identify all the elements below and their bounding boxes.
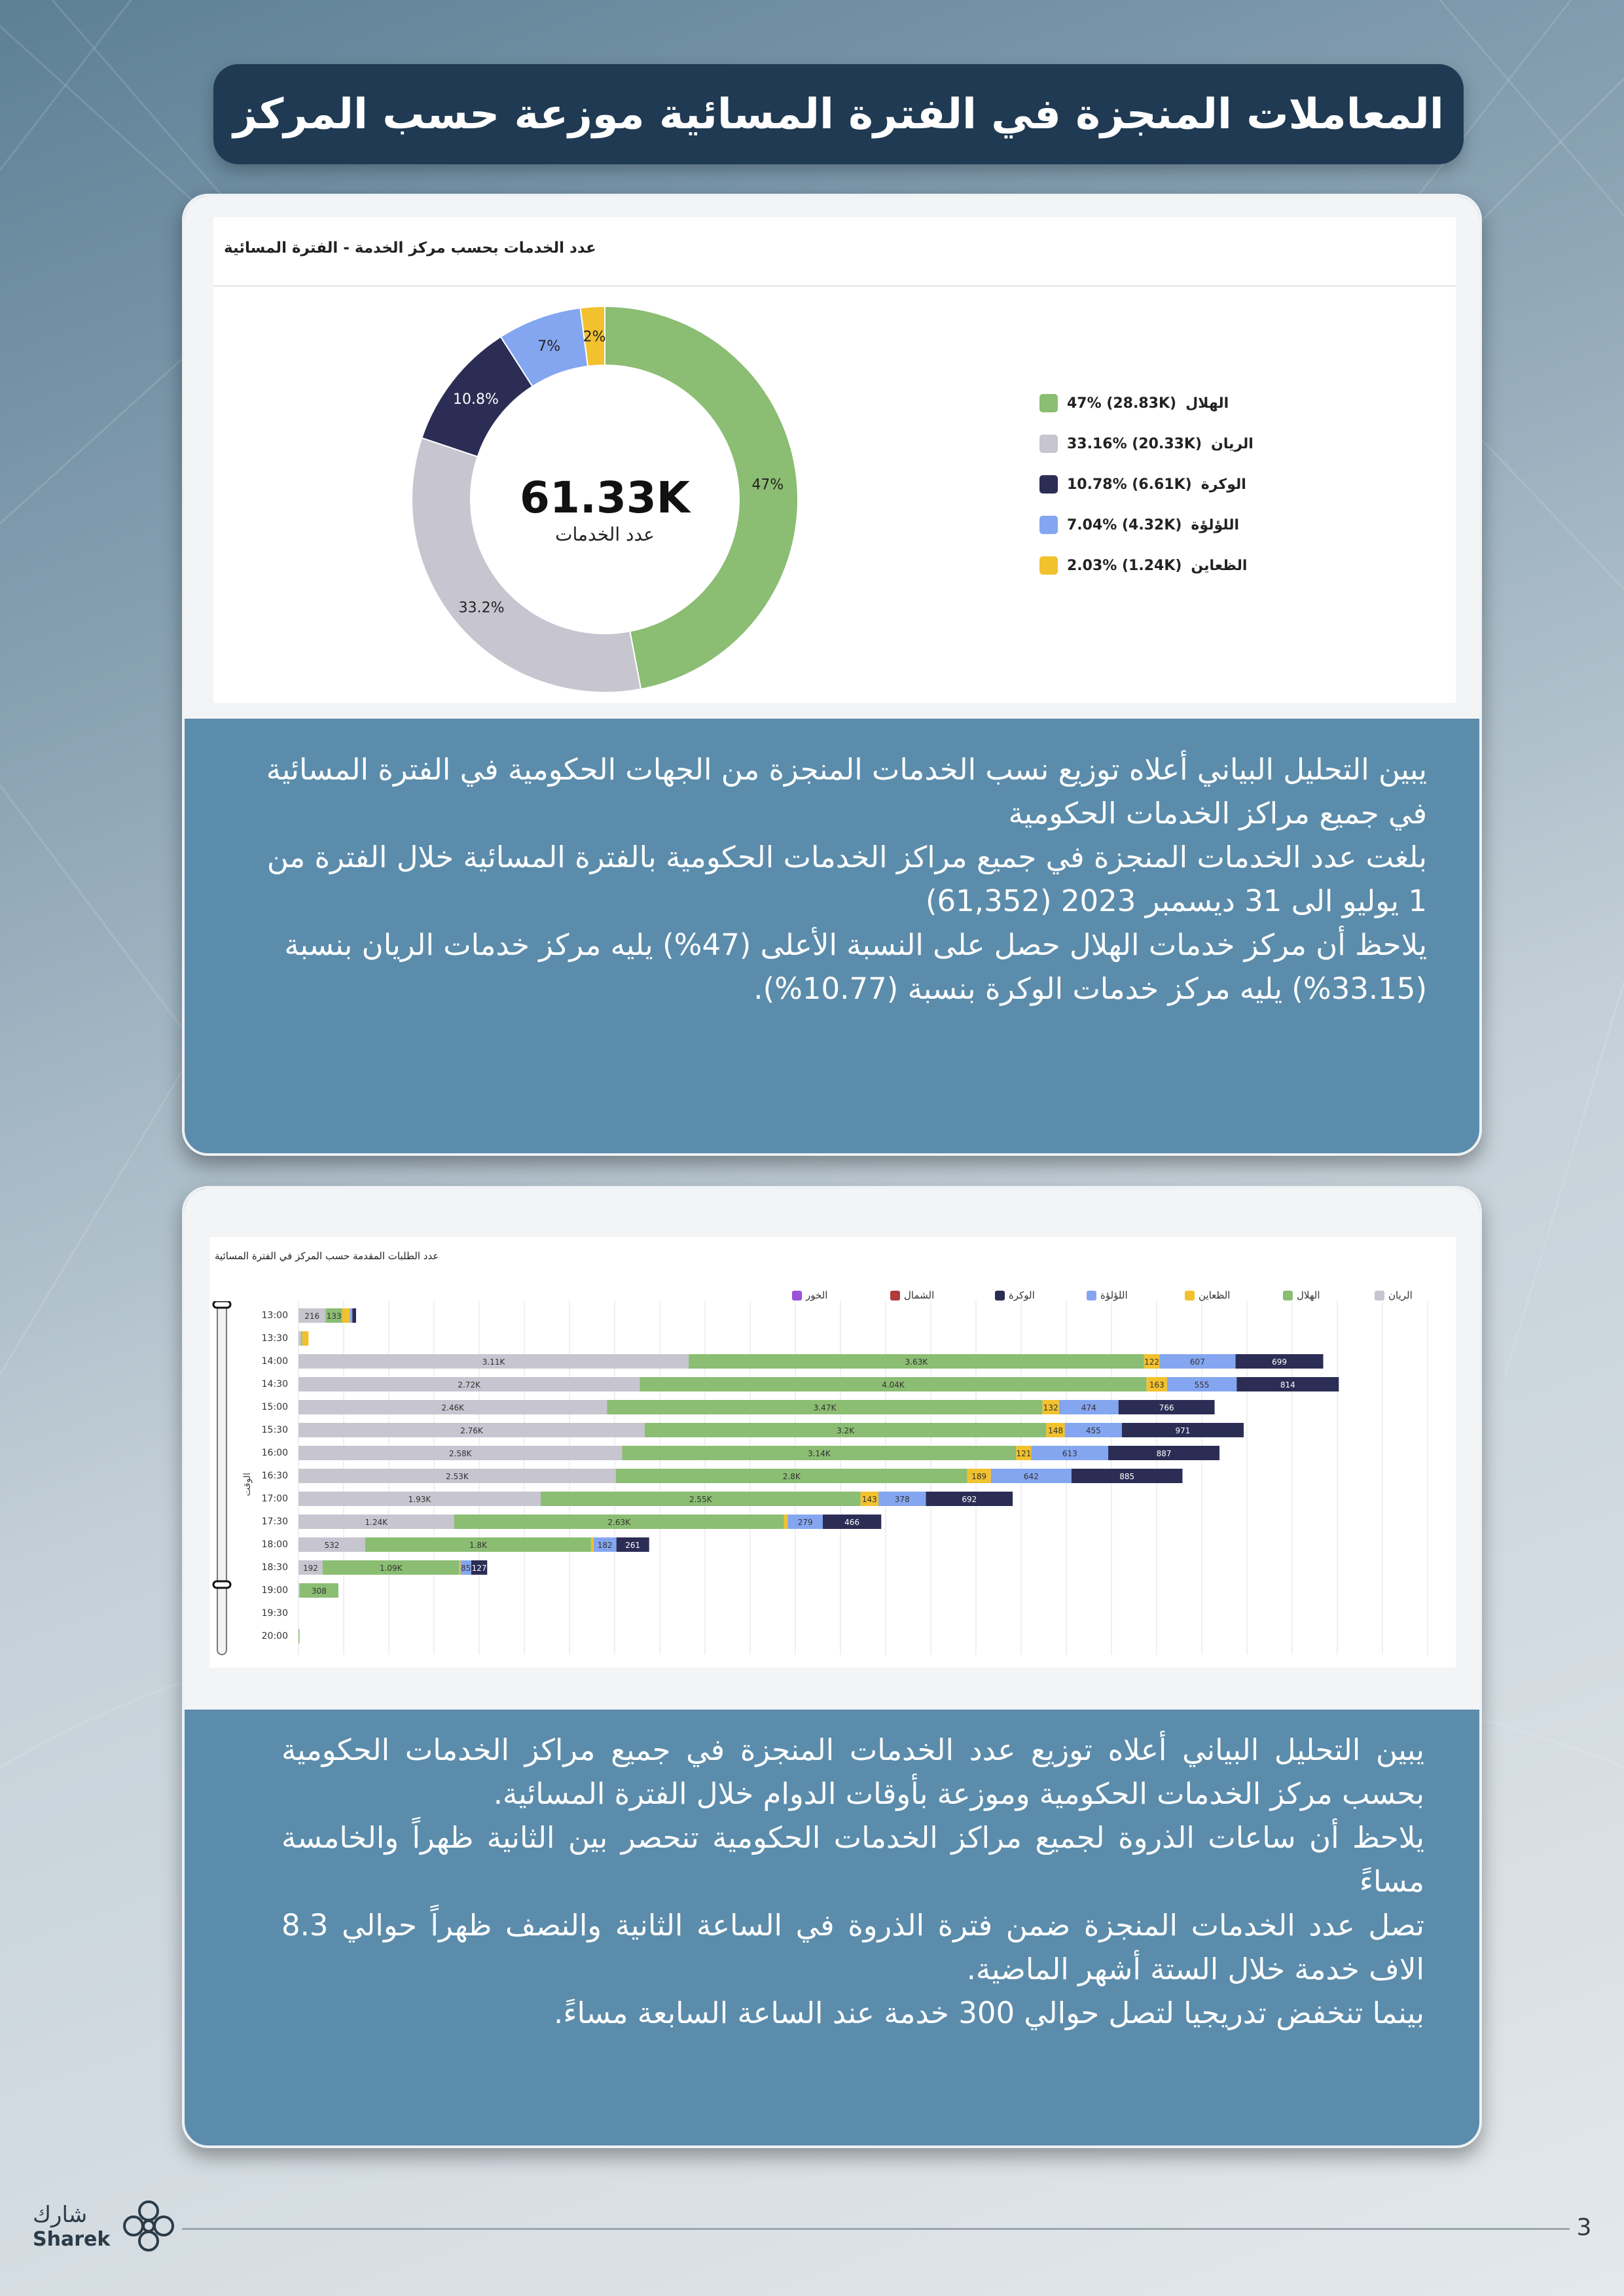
y-tick-label: 14:30 — [261, 1379, 288, 1390]
donut-card — [182, 194, 1482, 1156]
footer-divider — [182, 2228, 1570, 2230]
y-tick-label: 19:00 — [261, 1585, 288, 1596]
legend-swatch — [1039, 475, 1058, 493]
bar-segment[interactable] — [784, 1515, 788, 1529]
bar-data-label: 148 — [1048, 1426, 1063, 1435]
bar-data-label: 607 — [1189, 1357, 1205, 1367]
bar-data-label: 2.63K — [607, 1518, 631, 1527]
bar-data-label: 143 — [861, 1495, 877, 1504]
description-paragraph: يبين التحليل البياني أعلاه توزيع نسب الخدمات المنجزة من الجهات الحكومية في الفترة المسائية في جميع مراكز الخدمات الحكومية — [266, 752, 1427, 831]
legend-swatch — [1375, 1291, 1384, 1300]
donut-slice-label: 47% — [751, 476, 784, 493]
bar-data-label: 3.2K — [837, 1426, 855, 1435]
y-tick-label: 20:00 — [261, 1631, 288, 1641]
legend-swatch — [792, 1291, 802, 1300]
y-tick-label: 19:30 — [261, 1608, 288, 1619]
legend-swatch — [1039, 516, 1058, 534]
page-number: 3 — [1576, 2214, 1592, 2241]
bar-data-label: 132 — [1043, 1403, 1058, 1412]
bar-data-label: 279 — [797, 1518, 813, 1527]
bar-data-label: 4.04K — [882, 1380, 905, 1390]
bar-chart-panel — [209, 1237, 1456, 1668]
bar-segment[interactable] — [342, 1308, 350, 1323]
bar-data-label: 3.63K — [905, 1357, 928, 1367]
logo-text-en: Sharek — [33, 2227, 111, 2251]
page-title-bar — [213, 64, 1464, 164]
bar-legend-item[interactable] — [1283, 1289, 1320, 1301]
legend-swatch — [1039, 556, 1058, 575]
donut-total-value: 61.33K — [520, 473, 690, 523]
y-tick-label: 15:30 — [261, 1425, 288, 1435]
legend-label: الشمال — [904, 1289, 935, 1301]
legend-value: 10.78% (6.61K) — [1067, 476, 1192, 493]
bar-description — [281, 1728, 1424, 2035]
bar-legend-item[interactable] — [995, 1289, 1035, 1301]
legend-label: اللؤلؤة — [1191, 516, 1240, 533]
bar-data-label: 2.76K — [460, 1426, 483, 1435]
legend-item[interactable] — [1039, 556, 1247, 575]
y-tick-label: 17:30 — [261, 1516, 288, 1527]
legend-label: الريان — [1388, 1289, 1413, 1301]
bar-data-label: 692 — [962, 1495, 977, 1504]
donut-total-label: عدد الخدمات — [555, 524, 655, 545]
bar-data-label: 189 — [971, 1472, 987, 1481]
bar-data-label: 1.24K — [365, 1518, 388, 1527]
legend-label: الظعاين — [1199, 1289, 1231, 1301]
y-tick-label: 18:30 — [261, 1562, 288, 1573]
legend-swatch — [890, 1291, 900, 1300]
description-paragraph: يلاحظ أن مركز خدمات الهلال حصل على النسبة الأعلى (47%) يليه مركز خدمات الريان بنسبة (33.15%) يليه مركز خدمات الوكرة بنسبة (10.77%). — [284, 927, 1427, 1006]
legend-label: الوكرة — [1200, 476, 1246, 493]
legend-item[interactable] — [1039, 435, 1254, 453]
donut-slice-label: 7% — [537, 338, 561, 355]
bar-segment[interactable] — [301, 1331, 302, 1346]
legend-item[interactable] — [1039, 475, 1246, 493]
bar-data-label: 532 — [324, 1541, 340, 1550]
donut-chart-title: عدد الخدمات بحسب مركز الخدمة - الفترة المسائية — [224, 240, 596, 257]
zoom-slider-handle[interactable] — [213, 1301, 230, 1308]
sharek-logo-icon — [119, 2197, 178, 2255]
bar-data-label: 192 — [302, 1564, 318, 1573]
panel-divider — [213, 285, 1456, 287]
bar-data-label: 699 — [1272, 1357, 1287, 1367]
bar-data-label: 2.58K — [448, 1449, 472, 1458]
bar-data-label: 2.8K — [782, 1472, 801, 1481]
legend-item[interactable] — [1039, 394, 1229, 412]
y-tick-label: 17:00 — [261, 1494, 288, 1504]
bar-data-label: 2.72K — [458, 1380, 480, 1390]
y-tick-label: 18:00 — [261, 1539, 288, 1550]
bar-card — [182, 1186, 1482, 2148]
donut-chart-panel — [213, 217, 1456, 703]
stacked-bar-chart — [209, 1301, 1456, 1668]
legend-item[interactable] — [1039, 516, 1239, 534]
bar-data-label: 3.47K — [813, 1403, 837, 1412]
page-title: المعاملات المنجزة في الفترة المسائية موزعة حسب المركز — [233, 90, 1444, 139]
bar-data-label: 642 — [1023, 1472, 1039, 1481]
bar-data-label: 163 — [1149, 1380, 1164, 1390]
legend-label: الريان — [1211, 435, 1254, 452]
bar-data-label: 2.53K — [446, 1472, 469, 1481]
legend-swatch — [1039, 435, 1058, 453]
bar-segment[interactable] — [298, 1331, 301, 1346]
bar-data-label: 1.93K — [408, 1495, 431, 1504]
donut-description — [247, 747, 1427, 1011]
bar-data-label: 613 — [1062, 1449, 1077, 1458]
legend-label: الخور — [806, 1289, 828, 1301]
y-tick-label: 14:00 — [261, 1356, 288, 1367]
logo-text-ar: شارك — [33, 2201, 88, 2228]
description-paragraph: يلاحظ أن ساعات الذروة لجميع مراكز الخدمات الحكومية تنحصر بين الثانية ظهراً والخامسة مساءً — [281, 1820, 1424, 1899]
legend-label: الوكرة — [1009, 1289, 1035, 1301]
legend-label: الهلال — [1297, 1289, 1320, 1301]
bar-legend-item[interactable] — [1375, 1289, 1413, 1301]
zoom-slider-handle[interactable] — [213, 1581, 230, 1588]
bar-data-label: 127 — [471, 1564, 487, 1573]
bar-segment[interactable] — [350, 1308, 352, 1323]
bar-segment[interactable] — [298, 1583, 300, 1598]
y-tick-label: 13:00 — [261, 1310, 288, 1321]
bar-data-label: 3.11K — [482, 1357, 505, 1367]
donut-slice-label: 2% — [583, 329, 606, 346]
legend-swatch — [995, 1291, 1005, 1300]
y-axis-label: الوقت — [242, 1473, 253, 1496]
bar-data-label: 1.8K — [469, 1541, 487, 1550]
donut-slice-label: 10.8% — [452, 391, 499, 408]
bar-legend-item[interactable] — [792, 1289, 827, 1301]
bar-data-label: 133 — [326, 1312, 342, 1321]
bar-data-label: 182 — [597, 1541, 613, 1550]
y-tick-label: 16:30 — [261, 1471, 288, 1481]
bar-segment[interactable] — [352, 1308, 356, 1323]
bar-data-label: 261 — [625, 1541, 641, 1550]
donut-slice-label: 33.2% — [458, 600, 505, 617]
legend-swatch — [1185, 1291, 1195, 1300]
legend-label: اللؤلؤة — [1100, 1289, 1128, 1301]
bar-data-label: 887 — [1156, 1449, 1172, 1458]
legend-value: 47% (28.83K) — [1067, 395, 1177, 412]
description-paragraph: يبين التحليل البياني أعلاه توزيع عدد الخدمات المنجزة في جميع مراكز الخدمات الحكومية بحسب مركز الخدمات الحكومية وموزعة بأوقات الدوام خلال الفترة المسائية. — [281, 1732, 1424, 1811]
bar-segment[interactable] — [302, 1331, 309, 1346]
bar-data-label: 121 — [1016, 1449, 1032, 1458]
legend-value: 2.03% (1.24K) — [1067, 557, 1182, 574]
legend-label: الهلال — [1185, 395, 1229, 412]
bar-segment[interactable] — [298, 1629, 300, 1643]
bar-legend-item[interactable] — [890, 1289, 934, 1301]
legend-swatch — [1087, 1291, 1096, 1300]
legend-swatch — [1283, 1291, 1293, 1300]
bar-data-label: 308 — [311, 1587, 327, 1596]
bar-data-label: 378 — [894, 1495, 910, 1504]
bar-segment[interactable] — [591, 1537, 594, 1552]
legend-value: 33.16% (20.33K) — [1067, 435, 1202, 452]
bar-chart-title: عدد الطلبات المقدمة حسب المركز في الفترة المسائية — [215, 1250, 439, 1262]
bar-data-label: 814 — [1280, 1380, 1295, 1390]
zoom-slider-track[interactable] — [217, 1301, 226, 1655]
bar-data-label: 766 — [1159, 1403, 1174, 1412]
legend-value: 7.04% (4.32K) — [1067, 516, 1182, 533]
y-tick-label: 15:00 — [261, 1402, 288, 1412]
y-tick-label: 13:30 — [261, 1333, 288, 1344]
legend-label: الظعاين — [1191, 557, 1248, 574]
bar-legend-item[interactable] — [1185, 1289, 1230, 1301]
sharek-logo — [33, 2197, 178, 2255]
bar-data-label: 474 — [1081, 1403, 1096, 1412]
bar-legend-item[interactable] — [1087, 1289, 1128, 1301]
bar-data-label: 85 — [461, 1564, 471, 1573]
bar-data-label: 2.55K — [689, 1495, 712, 1504]
bar-data-label: 466 — [844, 1518, 860, 1527]
bar-data-label: 1.09K — [379, 1564, 403, 1573]
bar-data-label: 216 — [304, 1312, 320, 1321]
legend-swatch — [1039, 394, 1058, 412]
bar-data-label: 455 — [1085, 1426, 1101, 1435]
bar-data-label: 2.46K — [441, 1403, 465, 1412]
bar-data-label: 971 — [1175, 1426, 1191, 1435]
bar-data-label: 122 — [1144, 1357, 1159, 1367]
bar-data-label: 555 — [1194, 1380, 1210, 1390]
description-paragraph: بينما تنخفض تدريجيا لتصل حوالي 300 خدمة عند الساعة السابعة مساءً. — [554, 1996, 1424, 2030]
description-paragraph: تصل عدد الخدمات المنجزة ضمن فترة الذروة في الساعة الثانية والنصف ظهراً حوالي 8.3 الاف خدمة خلال الستة أشهر الماضية. — [281, 1908, 1424, 1986]
y-tick-label: 16:00 — [261, 1448, 288, 1458]
description-paragraph: بلغت عدد الخدمات المنجزة في جميع مراكز الخدمات الحكومية بالفترة المسائية خلال الفترة من 1 يوليو الى 31 ديسمبر 2023 (61,352) — [266, 840, 1427, 918]
bar-data-label: 885 — [1119, 1472, 1135, 1481]
bar-data-label: 3.14K — [808, 1449, 831, 1458]
